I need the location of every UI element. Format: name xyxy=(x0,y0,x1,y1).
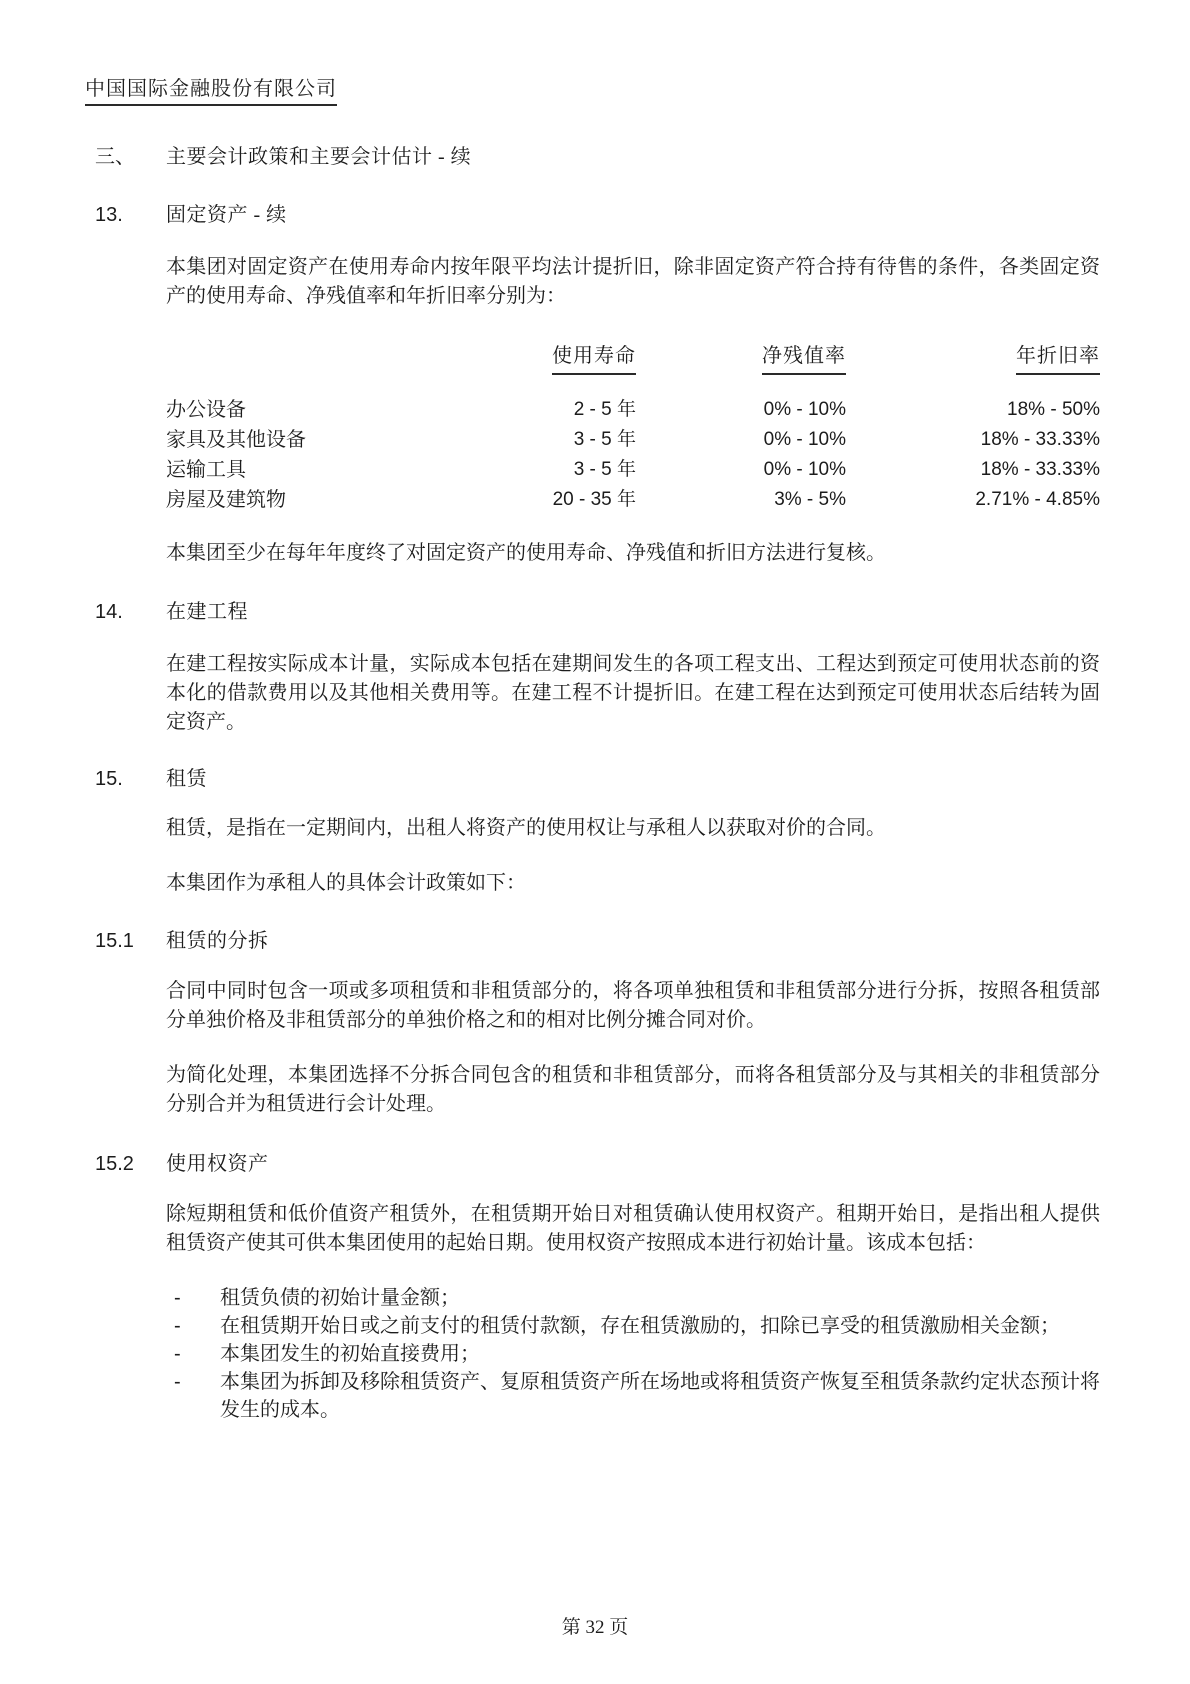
section-14-heading xyxy=(95,595,1100,624)
table-row xyxy=(166,395,1100,425)
fixed-assets-review-note: 本集团至少在每年年度终了对固定资产的使用寿命、净残值和折旧方法进行复核。 xyxy=(166,542,886,564)
section-15-2-number: 15.2 xyxy=(95,1153,134,1175)
lessee-policy-intro: 本集团作为承租人的具体会计政策如下： xyxy=(166,872,526,894)
list-item-text: 在租赁期开始日或之前支付的租赁付款额，存在租赁激励的，扣除已享受的租赁激励相关金额； xyxy=(220,1315,1060,1337)
depreciation-rate-value: 18% - 33.33% xyxy=(980,459,1100,480)
depreciation-rate-value: 18% - 33.33% xyxy=(980,429,1100,450)
section-14-title: 在建工程 xyxy=(166,601,248,623)
construction-in-progress-paragraph: 在建工程按实际成本计量，实际成本包括在建期间发生的各项工程支出、工程达到预定可使用状态前的资本化的借款费用以及其他相关费用等。在建工程不计提折旧。在建工程在达到预定可使用状态后结转为固定资产。 xyxy=(166,653,1100,733)
list-item-text: 租赁负债的初始计量金额； xyxy=(220,1287,460,1309)
section-15-title: 租赁 xyxy=(166,768,207,790)
residual-rate-header xyxy=(636,341,846,375)
asset-category: 办公设备 xyxy=(166,399,246,421)
asset-category: 家具及其他设备 xyxy=(166,429,306,451)
useful-life-value: 3 - 5 年 xyxy=(573,429,636,450)
table-row xyxy=(166,485,1100,515)
residual-rate-header-label: 净残值率 xyxy=(762,341,846,375)
asset-category: 房屋及建筑物 xyxy=(166,489,286,511)
asset-category: 运输工具 xyxy=(166,459,246,481)
list-item xyxy=(166,1284,1100,1312)
company-name: 中国国际金融股份有限公司 xyxy=(85,72,337,106)
useful-life-header-label: 使用寿命 xyxy=(552,341,636,375)
table-row xyxy=(166,425,1100,455)
lease-separation-paragraph-1: 合同中同时包含一项或多项租赁和非租赁部分的，将各项单独租赁和非租赁部分进行分拆，按照各租赁部分单独价格及非租赁部分的单独价格之和的相对比例分摊合同对价。 xyxy=(166,980,1100,1031)
depreciation-rate-value: 18% - 50% xyxy=(1007,399,1100,420)
lease-definition-paragraph: 租赁，是指在一定期间内，出租人将资产的使用权让与承租人以获取对价的合同。 xyxy=(166,817,886,839)
section-13-title: 固定资产 - 续 xyxy=(166,204,287,226)
list-item xyxy=(166,1312,1100,1340)
section-15-heading xyxy=(95,762,1100,791)
section-13-heading xyxy=(95,198,1100,227)
depreciation-rate-value: 2.71% - 4.85% xyxy=(975,489,1100,510)
useful-life-header xyxy=(476,341,636,375)
table-row xyxy=(166,455,1100,485)
section-15-2-heading xyxy=(95,1147,1100,1176)
section-14-number: 14. xyxy=(95,601,123,623)
residual-rate-value: 0% - 10% xyxy=(763,459,846,480)
section-15-1-number: 15.1 xyxy=(95,930,134,952)
residual-rate-value: 0% - 10% xyxy=(763,429,846,450)
depreciation-rate-header-label: 年折旧率 xyxy=(1016,341,1100,375)
useful-life-value: 20 - 35 年 xyxy=(552,489,636,510)
section-3-number: 三、 xyxy=(95,146,135,168)
rou-cost-bullet-list xyxy=(166,1284,1100,1424)
residual-rate-value: 3% - 5% xyxy=(774,489,846,510)
section-15-1-title: 租赁的分拆 xyxy=(166,930,269,952)
list-item xyxy=(166,1340,1100,1368)
lease-separation-paragraph-2: 为简化处理，本集团选择不分拆合同包含的租赁和非租赁部分，而将各租赁部分及与其相关的非租赁部分分别合并为租赁进行会计处理。 xyxy=(166,1064,1100,1115)
section-3-heading xyxy=(95,140,1100,169)
category-header-empty xyxy=(166,341,476,375)
depreciation-rate-header xyxy=(846,341,1100,375)
depreciation-table-header xyxy=(166,341,1100,375)
dash-bullet-marker: - xyxy=(174,1371,181,1393)
list-item xyxy=(166,1368,1100,1424)
list-item-text: 本集团为拆卸及移除租赁资产、复原租赁资产所在场地或将租赁资产恢复至租赁条款约定状态预计将发生的成本。 xyxy=(220,1371,1100,1421)
dash-bullet-marker: - xyxy=(174,1343,181,1365)
fixed-assets-intro: 本集团对固定资产在使用寿命内按年限平均法计提折旧，除非固定资产符合持有待售的条件，各类固定资产的使用寿命、净残值率和年折旧率分别为： xyxy=(166,256,1100,307)
section-13-number: 13. xyxy=(95,204,123,226)
list-item-text: 本集团发生的初始直接费用； xyxy=(220,1343,480,1365)
section-15-2-title: 使用权资产 xyxy=(166,1153,269,1175)
residual-rate-value: 0% - 10% xyxy=(763,399,846,420)
right-of-use-asset-intro: 除短期租赁和低价值资产租赁外，在租赁期开始日对租赁确认使用权资产。租期开始日，是指出租人提供租赁资产使其可供本集团使用的起始日期。使用权资产按照成本进行初始计量。该成本包括： xyxy=(166,1203,1100,1254)
depreciation-table-body xyxy=(166,395,1100,515)
page-number: 第 32 页 xyxy=(561,1617,629,1638)
document-body xyxy=(95,140,1100,1424)
dash-bullet-marker: - xyxy=(174,1315,181,1337)
depreciation-table xyxy=(166,341,1100,515)
section-15-1-heading xyxy=(95,924,1100,953)
section-15-number: 15. xyxy=(95,768,123,790)
useful-life-value: 3 - 5 年 xyxy=(573,459,636,480)
useful-life-value: 2 - 5 年 xyxy=(573,399,636,420)
dash-bullet-marker: - xyxy=(174,1287,181,1309)
section-3-title: 主要会计政策和主要会计估计 - 续 xyxy=(166,146,472,168)
